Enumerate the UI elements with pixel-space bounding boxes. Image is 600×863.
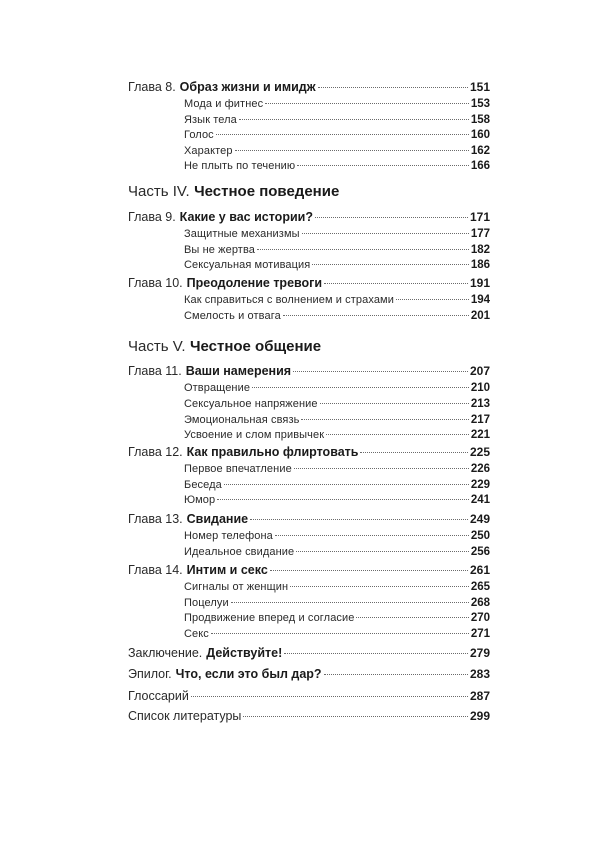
page-number: 241 bbox=[470, 494, 490, 506]
entry-title: Секс bbox=[184, 628, 209, 640]
toc-entry[interactable] bbox=[128, 667, 490, 681]
dot-leader bbox=[284, 653, 468, 654]
entry-title: Отвращение bbox=[184, 382, 251, 394]
entry-title: Ваши намерения bbox=[185, 364, 292, 378]
dot-leader bbox=[312, 264, 469, 265]
toc-subentry[interactable] bbox=[184, 628, 490, 640]
dot-leader bbox=[243, 716, 468, 717]
entry-title: Юмор bbox=[184, 494, 216, 506]
page-number: 250 bbox=[470, 530, 490, 542]
entry-title: Первое впечатление bbox=[184, 463, 292, 475]
dot-leader bbox=[231, 602, 469, 603]
toc-entry[interactable] bbox=[128, 512, 490, 526]
page-number: 287 bbox=[469, 689, 490, 703]
entry-title: Интим и секс bbox=[186, 563, 268, 577]
entry-title: Характер bbox=[184, 145, 233, 157]
dot-leader bbox=[356, 617, 468, 618]
page-number: 153 bbox=[470, 98, 490, 110]
page-number: 221 bbox=[470, 429, 490, 441]
dot-leader bbox=[290, 586, 469, 587]
dot-leader bbox=[296, 551, 469, 552]
toc-subentry[interactable] bbox=[184, 581, 490, 593]
entry-title: Беседа bbox=[184, 479, 222, 491]
page-number: 268 bbox=[470, 597, 490, 609]
page-number: 225 bbox=[469, 445, 490, 459]
entry-title: Действуйте! bbox=[206, 646, 283, 660]
entry-title: Глоссарий bbox=[128, 689, 189, 703]
chapter-label: Глава 11. bbox=[128, 364, 182, 378]
page-number: 213 bbox=[470, 398, 490, 410]
entry-title: Идеальное свидание bbox=[184, 546, 295, 558]
page-number: 299 bbox=[469, 709, 490, 723]
toc-subentry[interactable] bbox=[184, 382, 490, 394]
entry-title: Сексуальная мотивация bbox=[184, 259, 311, 271]
dot-leader bbox=[217, 499, 469, 500]
toc-subentry[interactable] bbox=[184, 294, 490, 306]
dot-leader bbox=[211, 633, 469, 634]
page-number: 186 bbox=[470, 259, 490, 271]
entry-title: Продвижение вперед и согласие bbox=[184, 612, 355, 624]
page-number: 226 bbox=[470, 463, 490, 475]
entry-title: Язык тела bbox=[184, 114, 237, 126]
part-title: Честное поведение bbox=[194, 183, 340, 200]
toc-subentry[interactable] bbox=[184, 546, 490, 558]
entry-title: Вы не жертва bbox=[184, 244, 255, 256]
toc-subentry[interactable] bbox=[184, 530, 490, 542]
entry-title: Мода и фитнес bbox=[184, 98, 264, 110]
toc-subentry[interactable] bbox=[184, 494, 490, 506]
dot-leader bbox=[252, 387, 469, 388]
toc-subentry[interactable] bbox=[184, 160, 490, 172]
entry-title: Список литературы bbox=[128, 709, 242, 723]
toc-entry[interactable] bbox=[128, 445, 490, 459]
entry-title: Сексуальное напряжение bbox=[184, 398, 318, 410]
page-number: 171 bbox=[469, 210, 490, 224]
page-number: 182 bbox=[470, 244, 490, 256]
entry-title: Что, если это был дар? bbox=[175, 667, 322, 681]
toc-subentry[interactable] bbox=[184, 244, 490, 256]
dot-leader bbox=[324, 674, 468, 675]
part-label: Часть V. bbox=[128, 338, 186, 355]
page-number: 249 bbox=[469, 512, 490, 526]
chapter-label: Заключение. bbox=[128, 646, 203, 660]
entry-title: Как справиться с волнением и страхами bbox=[184, 294, 394, 306]
dot-leader bbox=[191, 696, 468, 697]
chapter-label: Глава 13. bbox=[128, 512, 183, 526]
dot-leader bbox=[301, 419, 468, 420]
dot-leader bbox=[270, 570, 468, 571]
dot-leader bbox=[235, 150, 469, 151]
entry-title: Сигналы от женщин bbox=[184, 581, 289, 593]
part-heading bbox=[128, 183, 339, 201]
page-number: 256 bbox=[470, 546, 490, 558]
page-number: 271 bbox=[470, 628, 490, 640]
page-number: 166 bbox=[470, 160, 490, 172]
dot-leader bbox=[294, 468, 469, 469]
toc-subentry[interactable] bbox=[184, 463, 490, 475]
toc-subentry[interactable] bbox=[184, 597, 490, 609]
toc-subentry[interactable] bbox=[184, 479, 490, 491]
toc-subentry[interactable] bbox=[184, 414, 490, 426]
page-number: 162 bbox=[470, 145, 490, 157]
entry-title: Поцелуи bbox=[184, 597, 229, 609]
toc-subentry[interactable] bbox=[184, 612, 490, 624]
toc-subentry[interactable] bbox=[184, 259, 490, 271]
dot-leader bbox=[318, 87, 468, 88]
entry-title: Номер телефона bbox=[184, 530, 273, 542]
entry-title: Не плыть по течению bbox=[184, 160, 296, 172]
toc-entry[interactable] bbox=[128, 210, 490, 224]
toc-subentry[interactable] bbox=[184, 114, 490, 126]
dot-leader bbox=[283, 315, 469, 316]
toc-subentry[interactable] bbox=[184, 98, 490, 110]
page-number: 177 bbox=[470, 228, 490, 240]
toc-entry[interactable] bbox=[128, 709, 490, 723]
entry-title: Голос bbox=[184, 129, 214, 141]
dot-leader bbox=[324, 283, 468, 284]
chapter-label: Глава 9. bbox=[128, 210, 176, 224]
page-number: 194 bbox=[470, 294, 490, 306]
entry-title: Преодоление тревоги bbox=[186, 276, 323, 290]
entry-title: Свидание bbox=[186, 512, 249, 526]
page-number: 279 bbox=[469, 646, 490, 660]
chapter-label: Глава 10. bbox=[128, 276, 183, 290]
dot-leader bbox=[396, 299, 469, 300]
dot-leader bbox=[315, 217, 468, 218]
toc-entry[interactable] bbox=[128, 80, 490, 94]
toc-entry[interactable] bbox=[128, 364, 490, 378]
entry-title: Какие у вас истории? bbox=[179, 210, 313, 224]
toc-subentry[interactable] bbox=[184, 310, 490, 322]
entry-title: Усвоение и слом привычек bbox=[184, 429, 325, 441]
toc-subentry[interactable] bbox=[184, 129, 490, 141]
page-number: 207 bbox=[469, 364, 490, 378]
toc-entry[interactable] bbox=[128, 646, 490, 660]
dot-leader bbox=[326, 434, 469, 435]
page-number: 191 bbox=[469, 276, 490, 290]
dot-leader bbox=[250, 519, 468, 520]
entry-title: Эмоциональная связь bbox=[184, 414, 300, 426]
dot-leader bbox=[224, 484, 469, 485]
dot-leader bbox=[257, 249, 469, 250]
toc-subentry[interactable] bbox=[184, 228, 490, 240]
dot-leader bbox=[275, 535, 469, 536]
page-number: 158 bbox=[470, 114, 490, 126]
entry-title: Как правильно флиртовать bbox=[186, 445, 359, 459]
dot-leader bbox=[265, 103, 469, 104]
dot-leader bbox=[216, 134, 469, 135]
chapter-label: Глава 14. bbox=[128, 563, 183, 577]
part-title: Честное общение bbox=[189, 338, 322, 355]
entry-title: Образ жизни и имидж bbox=[179, 80, 316, 94]
dot-leader bbox=[320, 403, 469, 404]
chapter-label: Глава 12. bbox=[128, 445, 183, 459]
page-number: 265 bbox=[470, 581, 490, 593]
part-label: Часть IV. bbox=[128, 183, 190, 200]
page-number: 151 bbox=[469, 80, 490, 94]
part-heading bbox=[128, 338, 321, 356]
dot-leader bbox=[297, 165, 469, 166]
page-number: 270 bbox=[470, 612, 490, 624]
page-number: 160 bbox=[470, 129, 490, 141]
chapter-label: Эпилог. bbox=[128, 667, 172, 681]
dot-leader bbox=[360, 452, 467, 453]
page-number: 261 bbox=[469, 563, 490, 577]
toc-subentry[interactable] bbox=[184, 145, 490, 157]
page-number: 210 bbox=[470, 382, 490, 394]
page-number: 201 bbox=[470, 310, 490, 322]
dot-leader bbox=[293, 371, 468, 372]
toc-entry[interactable] bbox=[128, 276, 490, 290]
page-number: 217 bbox=[470, 414, 490, 426]
toc-subentry[interactable] bbox=[184, 429, 490, 441]
page-number: 229 bbox=[470, 479, 490, 491]
toc-entry[interactable] bbox=[128, 563, 490, 577]
entry-title: Смелость и отвага bbox=[184, 310, 281, 322]
page-number: 283 bbox=[469, 667, 490, 681]
entry-title: Защитные механизмы bbox=[184, 228, 300, 240]
dot-leader bbox=[302, 233, 469, 234]
toc-subentry[interactable] bbox=[184, 398, 490, 410]
toc-entry[interactable] bbox=[128, 689, 490, 703]
chapter-label: Глава 8. bbox=[128, 80, 176, 94]
dot-leader bbox=[239, 119, 469, 120]
